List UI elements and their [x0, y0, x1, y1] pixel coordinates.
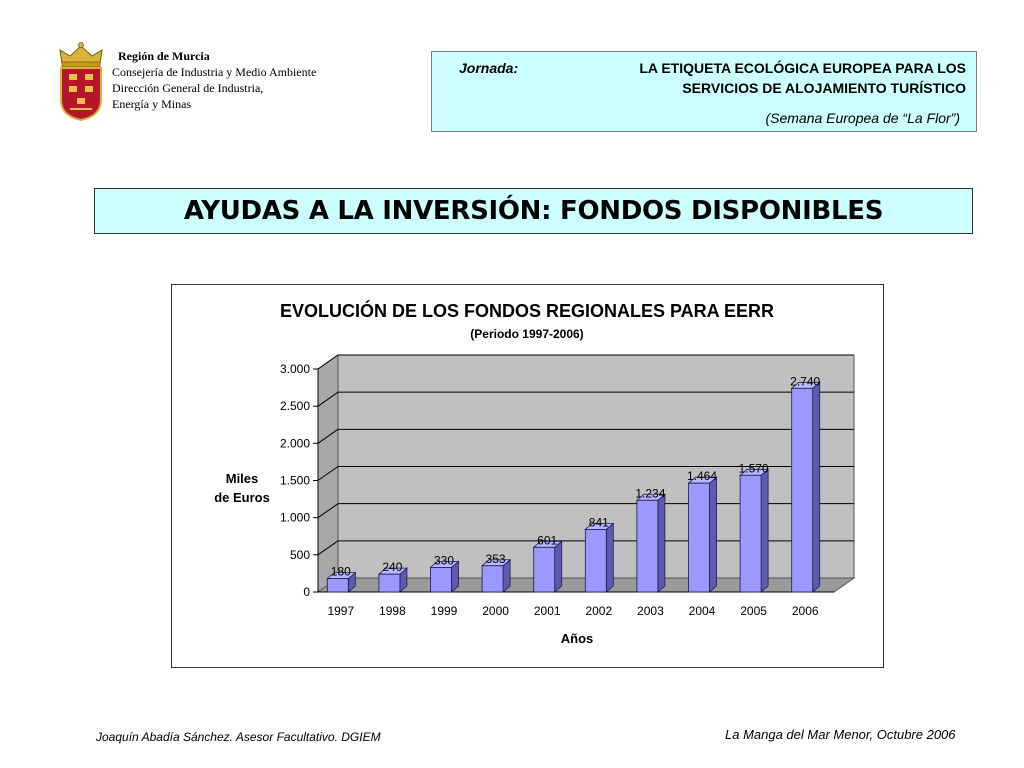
bar-value-label: 841 [588, 515, 609, 530]
footer-place-date: La Manga del Mar Menor, Octubre 2006 [725, 727, 956, 742]
bar-chart [172, 285, 882, 666]
shield-icon [61, 68, 101, 120]
bar-side [813, 382, 820, 592]
event-box [431, 51, 977, 132]
bar [431, 567, 452, 592]
bar [585, 529, 606, 592]
x-tick-label: 2004 [688, 604, 716, 618]
bar-side [710, 477, 717, 592]
coat-of-arms-logo [56, 40, 106, 122]
event-subtitle: (Semana Europea de “La Flor”) [765, 110, 960, 126]
y-tick-label: 2.000 [279, 436, 310, 451]
bar-value-label: 601 [537, 533, 558, 548]
y-tick-label: 1.500 [279, 473, 310, 488]
department-line: Dirección General de Industria, [112, 81, 264, 95]
bar-value-label: 2.740 [790, 374, 821, 389]
y-tick-label: 0 [303, 585, 310, 599]
y-axis-label-line-1: Miles [225, 471, 259, 486]
chart-title: EVOLUCIÓN DE LOS FONDOS REGIONALES PARA EERR [279, 301, 775, 321]
bar-value-label: 180 [330, 564, 351, 579]
x-tick-label: 2002 [585, 604, 613, 618]
y-axis-label-line-2: de Euros [214, 490, 270, 505]
bar-value-label: 1.234 [635, 486, 666, 501]
x-tick-label: 1999 [430, 604, 458, 618]
y-tick-label: 1.000 [279, 510, 310, 525]
bar-value-label: 240 [382, 560, 403, 575]
x-tick-label: 2003 [637, 604, 664, 618]
bar [482, 566, 503, 592]
department-line: Consejería de Industria y Medio Ambiente [112, 65, 317, 79]
bar-side [658, 494, 665, 592]
x-tick-label: 1998 [379, 604, 406, 618]
bar-value-label: 330 [433, 553, 455, 568]
x-axis-label: Años [560, 631, 594, 646]
department-line: Energía y Minas [112, 97, 192, 111]
slide-title-box [94, 188, 973, 234]
bar-value-label: 1.570 [738, 461, 769, 476]
bar [689, 483, 710, 592]
x-tick-label: 2005 [740, 604, 767, 618]
bar-side [555, 541, 562, 592]
region-name: Región de Murcia [118, 49, 210, 63]
bar [327, 579, 348, 592]
x-tick-label: 2006 [791, 604, 819, 618]
y-tick-label: 500 [289, 547, 310, 562]
y-tick-label: 2.500 [279, 399, 310, 414]
bar-side [606, 523, 613, 592]
bar-value-label: 1.464 [686, 469, 718, 484]
bar-side [761, 469, 768, 592]
x-tick-label: 1997 [327, 604, 355, 618]
chart-subtitle: (Periodo 1997-2006) [470, 327, 584, 341]
organization-block [112, 48, 316, 112]
footer-author: Joaquín Abadía Sánchez. Asesor Facultativo. DGIEM [96, 730, 381, 744]
event-label: Jornada: [459, 60, 519, 76]
bar [792, 388, 813, 592]
slide-title: AYUDAS A LA INVERSIÓN: FONDOS DISPONIBLES [183, 196, 884, 226]
chart-frame [171, 284, 884, 668]
bar [379, 574, 400, 592]
bar [637, 500, 658, 592]
event-title-line-1: LA ETIQUETA ECOLÓGICA EUROPEA PARA LOS [639, 60, 966, 76]
x-tick-label: 2000 [482, 604, 509, 618]
event-title-line-2: SERVICIOS DE ALOJAMIENTO TURÍSTICO [682, 80, 966, 96]
bar [534, 547, 555, 592]
y-tick-label: 3.000 [279, 362, 310, 376]
crown-icon [60, 43, 102, 68]
x-tick-label: 2001 [533, 604, 561, 618]
bar-value-label: 353 [485, 551, 506, 566]
bar [740, 475, 761, 592]
